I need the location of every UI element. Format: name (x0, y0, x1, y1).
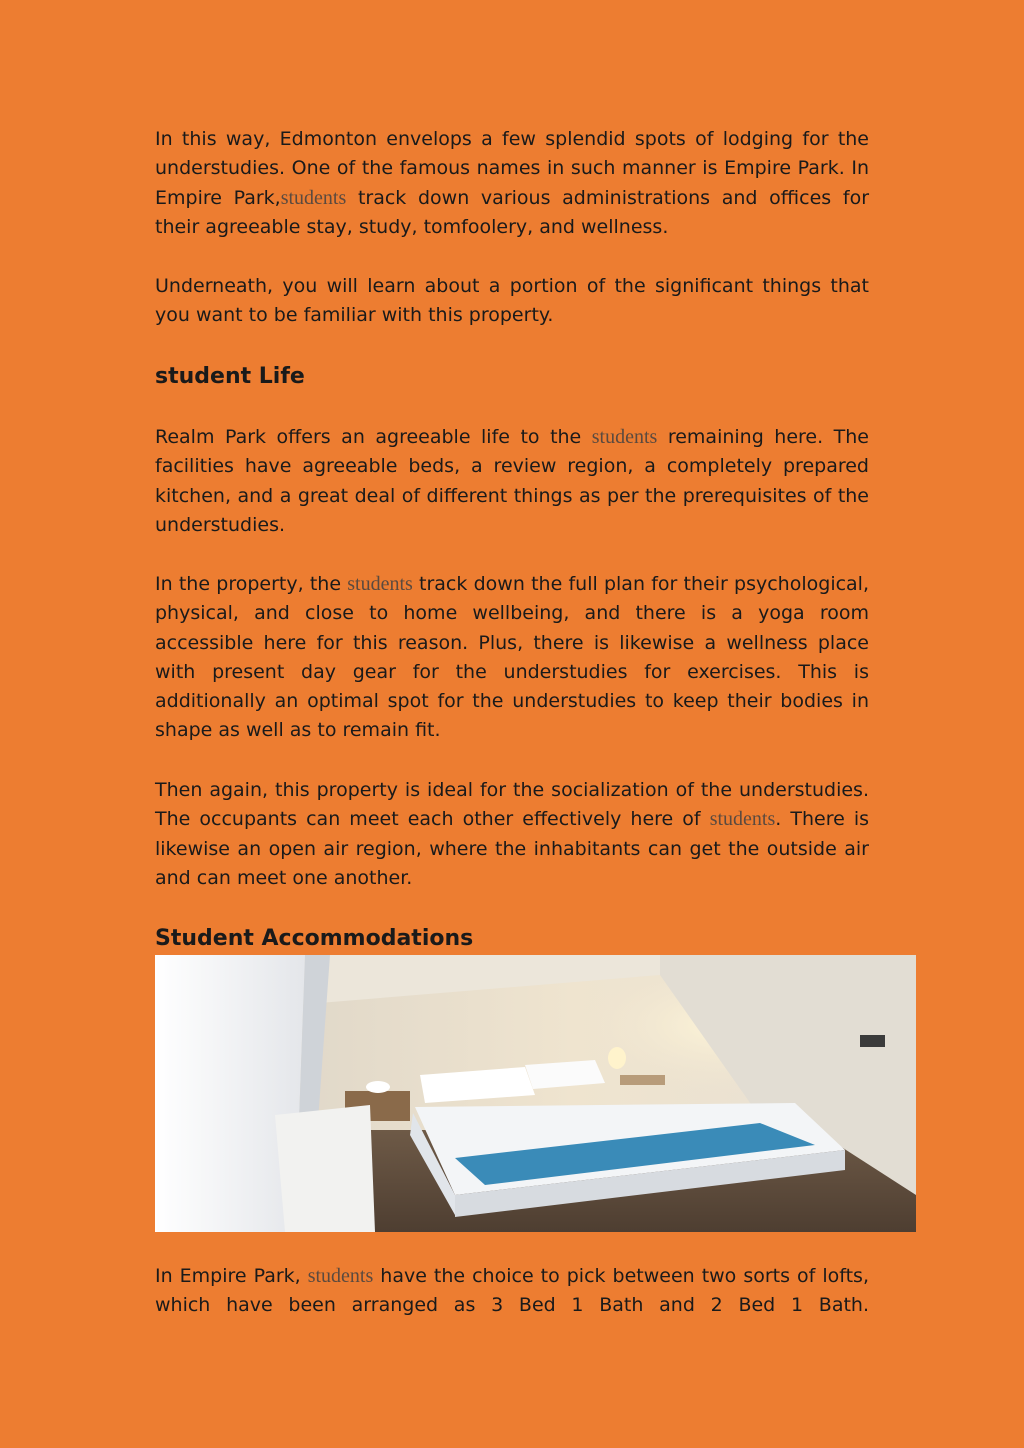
heading-student-life: student Life (155, 364, 305, 389)
heading-student-life-block (155, 362, 869, 392)
social-text-start: Then again, this property is ideal for the socialization of the understudies. The occupants can meet each other effectively here of (155, 779, 869, 831)
paragraph-underneath (155, 272, 869, 331)
paragraph-realm-park (155, 423, 869, 540)
lofts-text-start: In Empire Park, (155, 1265, 308, 1287)
students-link[interactable]: students (347, 573, 413, 595)
students-link[interactable]: students (709, 808, 776, 831)
intro-text-start: In this way, Edmonton envelops a few splendid spots of lodging for the understudies. One of the famous names in such manner is Empire Park. In Empire Park, (155, 128, 869, 209)
heading-student-accommodations: Student Accommodations (155, 926, 474, 951)
property-text-end: track down the full plan for their psychological, physical, and close to home wellbeing, and there is a yoga room accessible here for this reason. Plus, there is likewise a wellness place with present day gear for the understudies for exercises. This is additionally an optimal spot for the understudies to keep their bodies in shape as well as to remain fit. (155, 573, 870, 742)
bedroom-illustration (155, 955, 916, 1232)
realm-text-end: remaining here. The facilities have agreeable beds, a review region, a completely prepared kitchen, and a great deal of different things as per the prerequisites of the understudies. (155, 426, 869, 536)
realm-text-start: Realm Park offers an agreeable life to the (155, 426, 592, 448)
paragraph-intro (155, 125, 869, 242)
students-link[interactable]: students (307, 1265, 374, 1287)
students-link[interactable]: students (591, 426, 658, 448)
underneath-text: Underneath, you will learn about a portion of the significant things that you want to be familiar with this property. (155, 275, 869, 327)
bedroom-photo (155, 955, 916, 1232)
lofts-text-end: have the choice to pick between two sorts of lofts, which have been arranged as 3 Bed 1 Bath and 2 Bed 1 Bath. (155, 1265, 869, 1317)
heading-accommodations-block (155, 924, 869, 954)
property-text-start: In the property, the (155, 573, 348, 595)
paragraph-socialization (155, 776, 869, 893)
social-text-end: . There is likewise an open air region, where the inhabitants can get the outside air and can meet one another. (155, 808, 870, 889)
paragraph-lofts (155, 1262, 869, 1321)
paragraph-property (155, 570, 869, 746)
intro-text-end: track down various administrations and offices for their agreeable stay, study, tomfoolery, and wellness. (155, 186, 869, 238)
students-link[interactable]: students (280, 186, 347, 209)
